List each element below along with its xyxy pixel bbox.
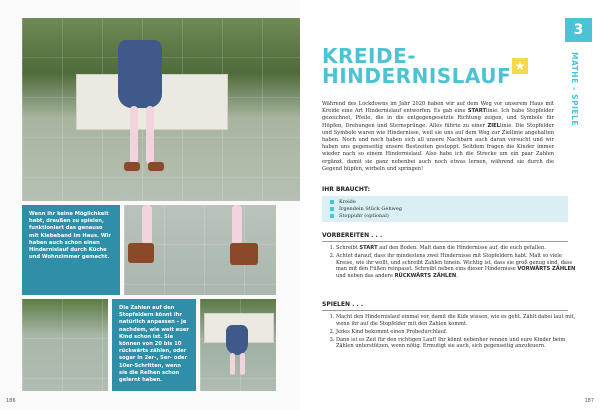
divider <box>322 241 568 242</box>
bullet-icon <box>330 200 334 204</box>
tip-box-indoor: Wenn ihr keine Möglichkeit habt, draußen zu spielen, funktioniert das genauso mit Klebeband im Haus. Wir haben auch schon einen Hindernislauf durch Küche und Wohnzimmer gemacht. <box>22 205 120 295</box>
prepare-steps <box>322 245 576 281</box>
tip-box-numbers: Die Zahlen auf den Stopfeldern könnt ihr natürlich anpassen – je nachdem, wie weit euer Kind schon ist. Sie können von 20 bis 10 rückwärts zählen, oder sogar in 2er-, 5er- oder 10er-Schritten, wenn sie die Reihen schon gelernt haben. <box>112 299 196 391</box>
photo-chalk-path <box>22 299 108 391</box>
chapter-number-badge: 3 <box>565 18 592 42</box>
star-icon: ★ <box>512 58 528 74</box>
photo-child-walking-on-path <box>22 18 304 201</box>
page-title: KREIDE- HINDERNISLAUF <box>322 44 512 88</box>
list-item: Stoppuhr (optional) <box>330 213 560 220</box>
materials-list <box>322 196 568 222</box>
play-steps <box>322 314 576 351</box>
list-item: 1. Macht den Hindernislauf einmal vor, damit die Kids wissen, wie es geht. Zählt dabei laut mit, wenn ihr auf die Stopfelder mit den Zahlen kommt. <box>336 314 576 327</box>
list-item: Kreide <box>330 199 560 206</box>
photo-feet-on-chalk <box>124 205 276 295</box>
list-item: 3. Dann ist es Zeit für den richtigen Lauf! Ihr könnt nebenher rennen und eure Kinder beim Zählen unterstützen, wenn nötig. Ermutigt sie auch, sich gegenseitig anzufeuern. <box>336 337 576 350</box>
list-item: Irgendein Stück Gehweg <box>330 206 560 213</box>
intro-paragraph: Während des Lockdowns im Jahr 2020 haben wir auf dem Weg vor unserem Haus mit Kreide eine Art Hindernislauf entworfen. Es gab eine STARTlinie. Ich habe Stopfelder gezeichnet, Pfeile, die in die entgegengesetzte Richtung zeigen, und Symbole für Hüpfen, Drehungen und Sternsprünge. Alles führte zu einer ZIELlinie. Die Stopfelder und Symbole waren wie Hindernisse, weil sie uns auf dem Weg zur Ziellinie angehalten haben. Noch und noch haben sich all unsere Nachbarn auch daran versucht und wir haben uns gegenseitig unsere Bestzeiten gestoppt. Seitdem fragen die Kinder immer wieder nach so einem Hindernislauf. Also habe ich die Strecke um ein paar Zahlen ergänzt, damit sie ganz nebenbei auch noch etwas lernen, während sie durch die Gegend hüpfen, wirbeln und springen! <box>322 101 554 172</box>
list-item: 2. Achtet darauf, dass ihr mindestens zwei Hindernisse mit Stopfeldern habt. Malt so viele Kreise, wie ihr wollt, und schreibt Zahlen hinein. Wichtig ist, dass sie groß genug sind, dass man mit den Füßen reinpasst. Schreibt neben eins dieser Hindernisse VORWÄRTS ZÄHLEN und neben das andere RÜCKWÄRTS ZÄHLEN. <box>336 253 576 279</box>
chapter-label: MATHE – SPIELE <box>570 52 579 126</box>
page-number-right: 187 <box>584 398 594 404</box>
photo-child-running <box>200 299 276 391</box>
bullet-icon <box>330 214 334 218</box>
list-item: 1. Schreibt START auf den Boden. Malt dann die Hindernisse auf, die euch gefallen. <box>336 245 576 252</box>
right-page <box>300 0 600 410</box>
page-number-left: 186 <box>6 398 16 404</box>
list-item: 2. Jedes Kind bekommt einen Probedurchlauf. <box>336 329 576 336</box>
prepare-heading: VORBEREITEN . . . <box>322 232 383 239</box>
materials-heading: IHR BRAUCHT: <box>322 186 371 193</box>
bullet-icon <box>330 207 334 211</box>
play-heading: SPIELEN . . . <box>322 301 364 308</box>
divider <box>322 310 568 311</box>
